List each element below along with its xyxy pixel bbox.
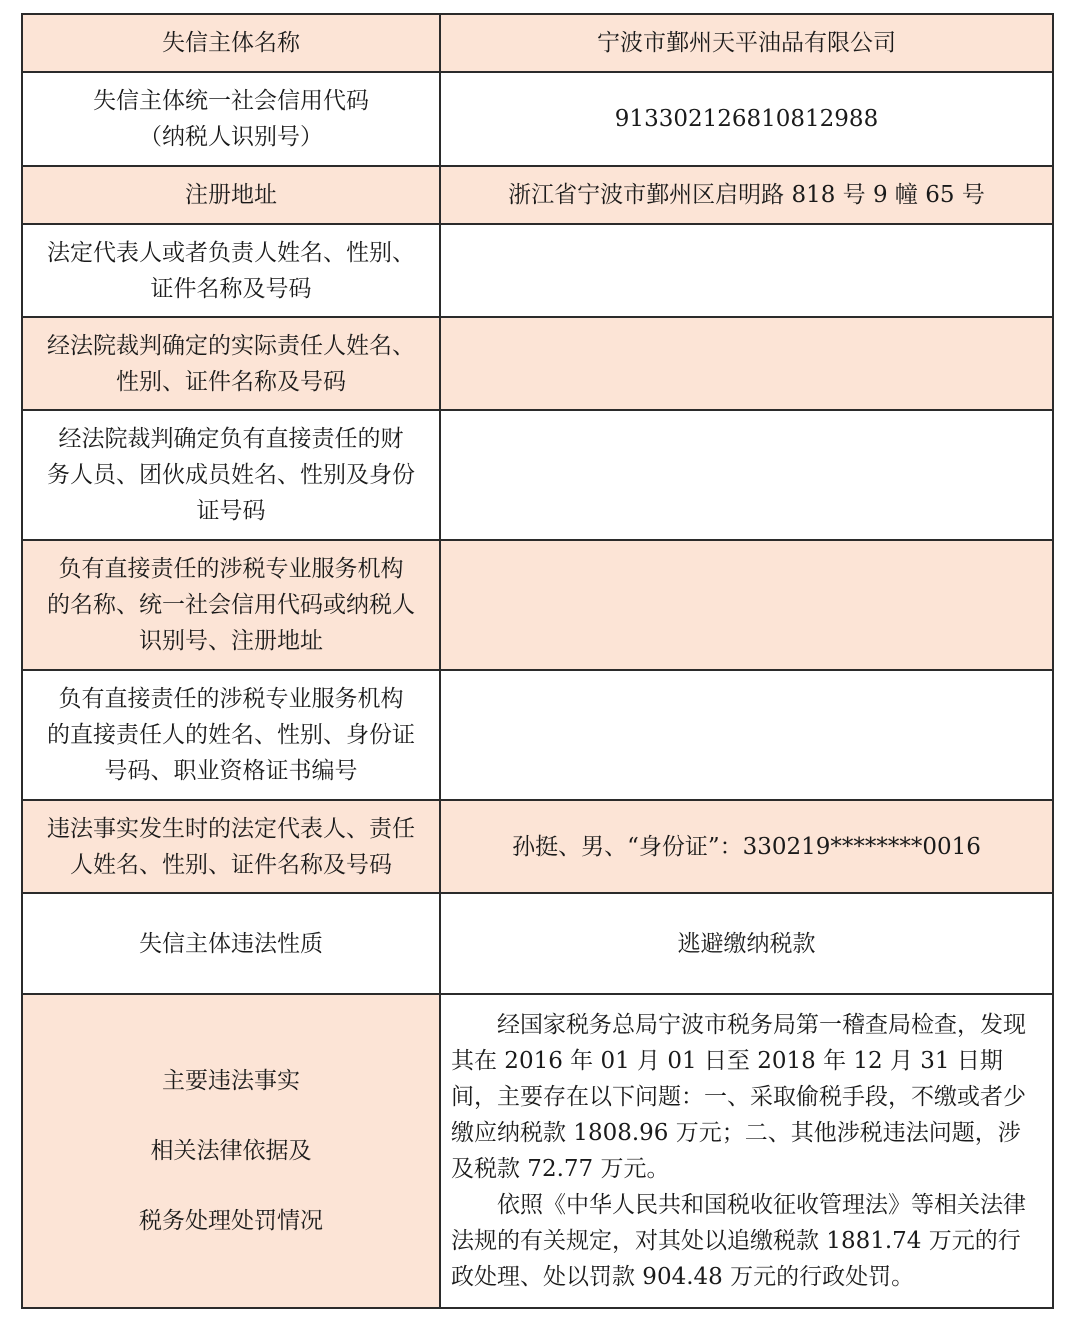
row-value: 浙江省宁波市鄞州区启明路 818 号 9 幢 65 号 — [440, 166, 1053, 224]
credit-code-value: 913302126810812988 — [440, 72, 1053, 166]
row-value — [440, 317, 1053, 410]
violation-nature-value: 逃避缴纳税款 — [440, 893, 1053, 994]
table-row — [22, 893, 1053, 994]
row-value: 宁波市鄞州天平油品有限公司 — [440, 14, 1053, 72]
row-label: 违法事实发生时的法定代表人、责任 人姓名、性别、证件名称及号码 — [22, 800, 440, 893]
row-value — [440, 410, 1053, 540]
table-row — [22, 800, 1053, 893]
table-row — [22, 540, 1053, 670]
table-row — [22, 410, 1053, 540]
facts-paragraph: 经国家税务总局宁波市税务局第一稽查局检查，发现其在 2016 年 01 月 01 日至 2018 年 12 月 31 日期间，主要存在以下问题：一、采取偷税手段，不缴或者少缴应纳税款 1808.96 万元；二、其他涉税违法问题，涉及税款 72.77 万元。 — [451, 1012, 1026, 1182]
dishonest-entity-table — [21, 13, 1054, 1309]
disclosure-document — [21, 13, 1054, 1309]
table-row — [22, 72, 1053, 166]
table-row — [22, 317, 1053, 410]
table-row — [22, 166, 1053, 224]
row-value — [440, 670, 1053, 800]
legal-rep-value: 孙挺、男、“身份证”：330219********0016 — [440, 800, 1053, 893]
facts-value — [440, 994, 1053, 1308]
row-label: 负有直接责任的涉税专业服务机构 的名称、统一社会信用代码或纳税人 识别号、注册地址 — [22, 540, 440, 670]
row-label: 失信主体违法性质 — [22, 893, 440, 994]
table-row — [22, 994, 1053, 1308]
row-label: 失信主体名称 — [22, 14, 440, 72]
table-row — [22, 224, 1053, 317]
facts-label: 主要违法事实 相关法律依据及 税务处理处罚情况 — [22, 994, 440, 1308]
table-row — [22, 670, 1053, 800]
row-label: 注册地址 — [22, 166, 440, 224]
table-row — [22, 14, 1053, 72]
row-label: 经法院裁判确定的实际责任人姓名、 性别、证件名称及号码 — [22, 317, 440, 410]
row-label: 经法院裁判确定负有直接责任的财 务人员、团伙成员姓名、性别及身份 证号码 — [22, 410, 440, 540]
row-label: 失信主体统一社会信用代码 （纳税人识别号） — [22, 72, 440, 166]
row-label: 负有直接责任的涉税专业服务机构 的直接责任人的姓名、性别、身份证 号码、职业资格证书编号 — [22, 670, 440, 800]
penalty-paragraph: 依照《中华人民共和国税收征收管理法》等相关法律法规的有关规定，对其处以追缴税款 1881.74 万元的行政处理、处以罚款 904.48 万元的行政处罚。 — [451, 1192, 1026, 1290]
row-value — [440, 540, 1053, 670]
row-label: 法定代表人或者负责人姓名、性别、 证件名称及号码 — [22, 224, 440, 317]
row-value — [440, 224, 1053, 317]
